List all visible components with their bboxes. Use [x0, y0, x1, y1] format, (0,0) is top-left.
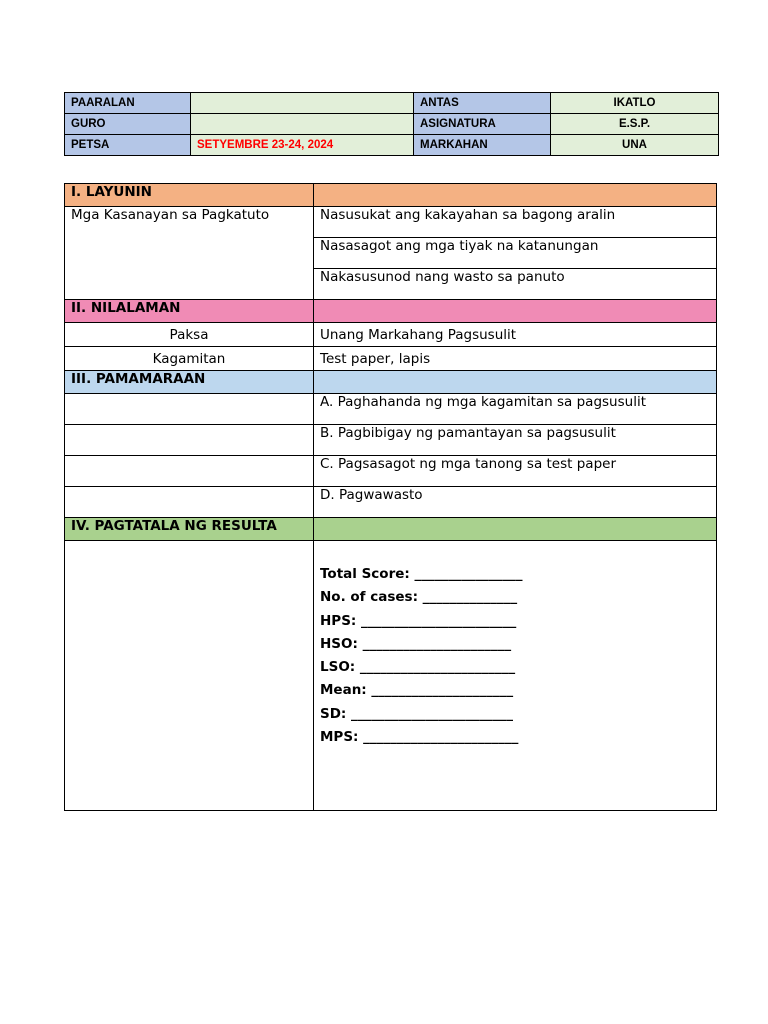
petsa-value: SETYEMBRE 23-24, 2024: [191, 135, 414, 156]
layunin-title: I. LAYUNIN: [65, 184, 314, 207]
layunin-item: Nakasusunod nang wasto sa panuto: [314, 269, 717, 300]
pamamaraan-row: [65, 456, 717, 487]
layunin-item: Nasusukat ang kakayahan sa bagong aralin: [314, 207, 717, 238]
kagamitan-label: Kagamitan: [65, 347, 314, 371]
paksa-value: Unang Markahang Pagsusulit: [314, 323, 717, 347]
pamamaraan-row: [65, 425, 717, 456]
guro-value: [191, 114, 414, 135]
lesson-plan-table: [64, 183, 717, 811]
header-row-petsa: [65, 135, 719, 156]
layunin-item: Nasasagot ang mga tiyak na katanungan: [314, 238, 717, 269]
pamamaraan-header-row: [65, 371, 717, 394]
layunin-header-row: [65, 184, 717, 207]
paksa-label: Paksa: [65, 323, 314, 347]
resulta-row: [65, 541, 717, 811]
resulta-title: IV. PAGTATALA NG RESULTA: [65, 518, 314, 541]
resulta-header-row: [65, 518, 717, 541]
layunin-left-label: Mga Kasanayan sa Pagkatuto: [65, 207, 314, 300]
hps-line: HPS: _______________________: [320, 612, 517, 629]
paksa-row: [65, 323, 717, 347]
pamamaraan-left-empty: [65, 456, 314, 487]
pamamaraan-step: C. Pagsasagot ng mga tanong sa test paper: [314, 456, 717, 487]
lso-line: LSO: _______________________: [320, 659, 516, 676]
markahan-label: MARKAHAN: [414, 135, 551, 156]
resulta-lines: [314, 541, 717, 811]
header-table: [64, 92, 719, 156]
asignatura-value: E.S.P.: [551, 114, 719, 135]
nilalaman-header-row: [65, 300, 717, 323]
mean-line: Mean: _____________________: [320, 682, 514, 699]
pamamaraan-header-empty: [314, 371, 717, 394]
asignatura-label: ASIGNATURA: [414, 114, 551, 135]
sd-line: SD: ________________________: [320, 705, 514, 722]
paaralan-value: [191, 93, 414, 114]
pamamaraan-left-empty: [65, 425, 314, 456]
kagamitan-row: [65, 347, 717, 371]
no-of-cases-line: No. of cases: ______________: [320, 589, 518, 606]
layunin-row: [65, 207, 717, 238]
mps-line: MPS: _______________________: [320, 729, 519, 746]
petsa-label: PETSA: [65, 135, 191, 156]
resulta-header-empty: [314, 518, 717, 541]
header-row-guro: [65, 114, 719, 135]
pamamaraan-left-empty: [65, 394, 314, 425]
pamamaraan-title: III. PAMAMARAAN: [65, 371, 314, 394]
nilalaman-header-empty: [314, 300, 717, 323]
markahan-value: UNA: [551, 135, 719, 156]
pamamaraan-step: D. Pagwawasto: [314, 487, 717, 518]
guro-label: GURO: [65, 114, 191, 135]
resulta-left-empty: [65, 541, 314, 811]
pamamaraan-row: [65, 487, 717, 518]
paaralan-label: PAARALAN: [65, 93, 191, 114]
layunin-header-empty: [314, 184, 717, 207]
pamamaraan-row: [65, 394, 717, 425]
antas-label: ANTAS: [414, 93, 551, 114]
kagamitan-value: Test paper, lapis: [314, 347, 717, 371]
header-row-paaralan: [65, 93, 719, 114]
pamamaraan-left-empty: [65, 487, 314, 518]
pamamaraan-step: B. Pagbibigay ng pamantayan sa pagsusulit: [314, 425, 717, 456]
antas-value: IKATLO: [551, 93, 719, 114]
total-score-line: Total Score: ________________: [320, 566, 523, 582]
pamamaraan-step: A. Paghahanda ng mga kagamitan sa pagsusulit: [314, 394, 717, 425]
hso-line: HSO: ______________________: [320, 635, 512, 652]
nilalaman-title: II. NILALAMAN: [65, 300, 314, 323]
